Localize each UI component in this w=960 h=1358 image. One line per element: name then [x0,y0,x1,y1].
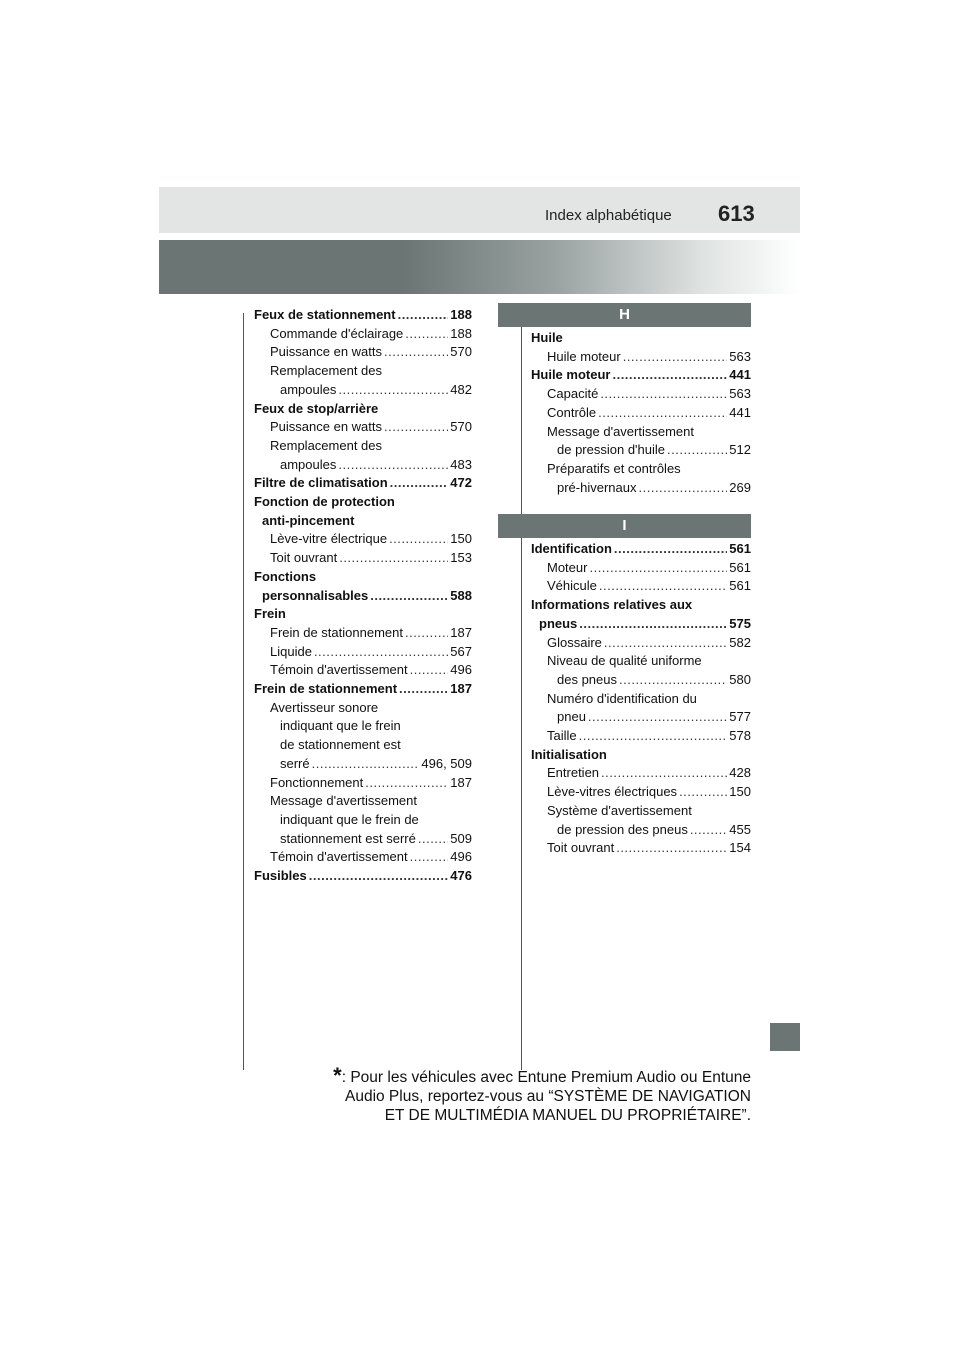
index-entry [254,774,472,793]
dot-leader [598,404,727,423]
index-entry-page: 482 [450,381,472,397]
index-entry-label: Huile moteur [547,348,621,364]
index-entry [254,755,472,774]
index-entry-page: 496, 509 [421,755,472,771]
index-entry-page: 269 [729,479,751,495]
index-entry-label: Liquide [270,643,312,659]
dot-leader [599,577,727,596]
index-entry [531,746,751,765]
index-entry-page: 578 [729,728,751,744]
index-entry-label: Moteur [547,559,588,575]
index-entry-label: stationnement est serré [280,830,416,846]
index-entry-label: Commande d'éclairage [270,325,404,341]
index-entry-label: de stationnement est [280,737,401,753]
footnote-line-1: *: Pour les véhicules avec Entune Premium Audio ou Entune [333,1063,751,1088]
index-entry [254,549,472,568]
index-entry-label: Niveau de qualité uniforme [547,653,702,669]
dot-leader [384,343,448,362]
index-entry-label: Huile [531,330,563,345]
section-header-i: I [498,514,751,538]
index-entry-label: indiquant que le frein de [280,811,419,827]
index-entry [254,587,472,606]
index-entry-label: ampoules [280,456,337,472]
index-entry [531,839,751,858]
index-entry-label: pneus [539,615,578,631]
dot-leader [667,441,727,460]
page-number: 613 [718,201,755,226]
index-entry-label: Lève-vitres électriques [547,784,678,800]
index-entry-page: 187 [450,774,472,790]
index-entry-label: Toit ouvrant [547,840,615,856]
index-entry-label: des pneus [557,671,617,687]
index-entry [254,605,472,624]
footnote-marker: * [333,1063,342,1088]
index-entry [531,559,751,578]
index-entry [254,400,472,419]
dot-leader [398,306,449,325]
index-entry-label: Entretien [547,765,600,781]
index-entry-page: 512 [729,442,751,458]
index-entry-label: Fonction de protection [254,494,395,510]
index-entry-page: 496 [450,849,472,865]
footnote-line-3: ET DE MULTIMÉDIA MANUEL DU PROPRIÉTAIRE”. [384,1107,751,1124]
index-entry-label: Contrôle [547,404,597,420]
index-entry [254,512,472,531]
index-entry-label: Préparatifs et contrôles [547,460,681,476]
index-entry [254,867,472,886]
index-entry [531,423,751,442]
index-entry [531,385,751,404]
index-entry [254,530,472,549]
index-entry [531,727,751,746]
index-entry-label: Témoin d'avertissement [270,662,408,678]
index-entry [531,802,751,821]
section-tab [770,1023,800,1051]
index-entry [254,661,472,680]
index-entry [254,624,472,643]
dot-leader [639,479,728,498]
index-entry [254,325,472,344]
index-entry [531,404,751,423]
dot-leader [589,559,727,578]
index-entry-page: 153 [450,550,472,566]
index-entry [254,699,472,718]
index-entry-page: 577 [729,709,751,725]
index-entry [254,568,472,587]
dot-leader [588,708,727,727]
index-entry-page: 472 [450,475,472,491]
dot-leader [405,624,448,643]
index-entry [531,348,751,367]
dot-leader [600,385,727,404]
index-entry-label: Taille [547,728,577,744]
index-entry-label: Frein de stationnement [270,624,403,640]
index-entry [531,652,751,671]
dot-leader [616,839,727,858]
dot-leader [339,549,448,568]
dot-leader [601,764,727,783]
page-title: Index alphabétique [545,207,672,224]
index-entry-label: Filtre de climatisation [254,475,388,491]
index-entry-page: 575 [729,615,751,631]
index-entry-label: de pression d'huile [557,442,665,458]
dot-leader [410,848,449,867]
dot-leader [410,661,449,680]
index-entry [254,493,472,512]
index-entry-page: 476 [450,868,472,884]
index-entry-label: Toit ouvrant [270,550,338,566]
index-entry-page: 561 [729,578,751,594]
index-entry-label: Capacité [547,386,599,402]
index-entry-page: 563 [729,348,751,364]
index-entry-page: 582 [729,634,751,650]
dot-leader [389,530,448,549]
index-entry [254,717,472,736]
index-entry-page: 441 [729,404,751,420]
index-entry [531,460,751,479]
dot-leader [612,366,727,385]
index-entry [254,437,472,456]
index-entry [254,736,472,755]
index-entry-page: 150 [450,531,472,547]
index-entry-label: Informations relatives aux [531,597,693,613]
index-entry [254,418,472,437]
index-entry-page: 567 [450,643,472,659]
dot-leader [370,587,448,606]
index-entry-page: 154 [729,840,751,856]
index-column-h [531,329,751,497]
index-entry-page: 496 [450,662,472,678]
index-entry [531,615,751,634]
index-entry-label: Témoin d'avertissement [270,849,408,865]
dot-leader [579,615,727,634]
index-entry-page: 588 [450,587,472,603]
index-entry-page: 580 [729,671,751,687]
index-entry-label: Frein de stationnement [254,681,398,697]
index-entry-page: 150 [729,784,751,800]
index-entry [531,690,751,709]
index-entry [254,343,472,362]
dot-leader [614,540,727,559]
index-entry [531,764,751,783]
index-entry [531,821,751,840]
index-entry-label: serré [280,755,310,771]
index-entry-page: 563 [729,386,751,402]
dot-leader [679,783,727,802]
index-entry-page: 509 [450,830,472,846]
index-entry-label: Lève-vitre électrique [270,531,388,547]
dot-leader [604,634,727,653]
index-entry-label: Puissance en watts [270,344,383,360]
index-entry-label: Feux de stop/arrière [254,400,379,416]
index-entry-label: Puissance en watts [270,419,383,435]
index-entry-label: Avertisseur sonore [270,699,379,715]
dot-leader [384,418,448,437]
index-entry-label: Remplacement des [270,437,382,453]
index-entry-label: Système d'avertissement [547,802,692,818]
index-entry-label: pneu [557,709,586,725]
dot-leader [690,821,727,840]
dot-leader [399,680,448,699]
index-entry [531,441,751,460]
index-entry-label: Numéro d'identification du [547,690,697,706]
index-column-i [531,540,751,858]
header-bar [159,187,800,233]
index-entry-page: 561 [729,541,751,556]
index-entry [531,540,751,559]
index-entry [254,381,472,400]
index-entry-label: Initialisation [531,746,607,762]
dot-leader [309,867,449,886]
index-entry-label: pré-hivernaux [557,479,637,495]
index-entry-page: 428 [729,765,751,781]
dot-leader [579,727,728,746]
index-entry [254,362,472,381]
index-entry [531,366,751,385]
index-column-f [254,306,472,886]
index-entry [254,474,472,493]
index-entry-label: Huile moteur [531,367,611,383]
index-entry-label: Fonctions [254,568,317,584]
index-entry-label: Message d'avertissement [270,793,417,809]
section-header-h: H [498,303,751,327]
index-entry-label: Identification [531,541,612,556]
footnote-line-2: Audio Plus, reportez-vous au “SYSTÈME DE NAVIGATION [344,1088,751,1105]
index-entry-page: 188 [450,307,472,322]
index-entry-label: Remplacement des [270,363,382,379]
index-entry-label: Fusibles [254,868,307,884]
dot-leader [623,348,728,367]
header-band [159,240,800,294]
index-entry [531,671,751,690]
index-entry-label: Feux de stationnement [254,307,396,322]
index-entry-label: de pression des pneus [557,821,688,837]
column-divider-left [243,313,244,1070]
dot-leader [314,643,448,662]
index-entry [531,783,751,802]
index-entry [254,456,472,475]
index-entry-page: 188 [450,325,472,341]
index-entry-page: 483 [450,456,472,472]
dot-leader [619,671,727,690]
index-entry [254,306,472,325]
index-entry-label: Frein [254,606,286,622]
index-entry-page: 570 [450,344,472,360]
index-entry [531,479,751,498]
index-entry-label: personnalisables [262,587,369,603]
dot-leader [418,830,448,849]
index-entry-page: 187 [450,624,472,640]
index-entry-label: Fonctionnement [270,774,364,790]
index-entry [531,634,751,653]
column-divider-middle [521,313,522,1070]
dot-leader [390,474,449,493]
index-entry [254,811,472,830]
index-entry-label: Message d'avertissement [547,423,694,439]
index-entry [254,792,472,811]
index-entry-page: 187 [450,681,472,697]
index-entry [254,830,472,849]
index-entry [531,329,751,348]
footnote [333,1063,751,1125]
index-entry-label: Glossaire [547,634,602,650]
index-entry [531,708,751,727]
index-entry-page: 441 [729,367,751,383]
dot-leader [338,381,448,400]
index-entry-page: 570 [450,419,472,435]
index-entry-label: anti-pincement [262,512,355,528]
index-entry-label: Véhicule [547,578,597,594]
dot-leader [312,755,420,774]
dot-leader [405,325,448,344]
index-entry-page: 561 [729,559,751,575]
dot-leader [365,774,448,793]
index-entry-label: indiquant que le frein [280,718,401,734]
index-entry-label: ampoules [280,381,337,397]
index-entry [254,643,472,662]
index-entry [531,596,751,615]
dot-leader [338,456,448,475]
index-entry [254,848,472,867]
index-entry-page: 455 [729,821,751,837]
index-entry [531,577,751,596]
index-entry [254,680,472,699]
